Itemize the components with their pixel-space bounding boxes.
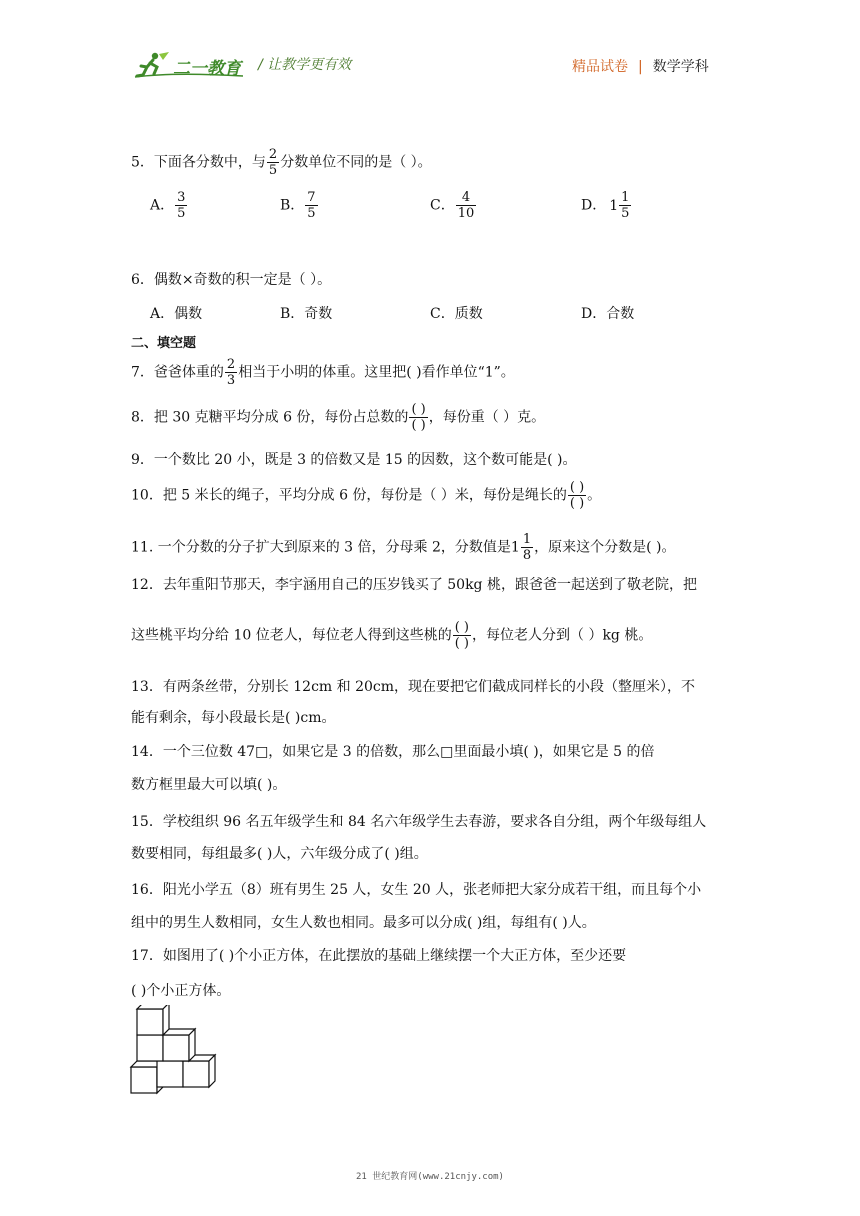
question-16-line-2: 组中的男生人数相同，女生人数也相同。最多可以分成( )组，每组有( )人。 (131, 915, 596, 931)
denominator: 5 (621, 206, 630, 221)
denominator: 5 (307, 206, 316, 221)
question-14-line-1: 14．一个三位数 47□，如果它是 3 的倍数，那么□里面最小填( )，如果它是 5 的倍 (131, 744, 655, 760)
numerator: 4 (456, 190, 477, 206)
q11-text-pre: 11. 一个分数的分子扩大到原来的 3 倍，分母乘 2，分数值是 (131, 539, 511, 556)
question-15-line-1: 15．学校组织 96 名五年级学生和 84 名六年级学生去春游，要求各自分组，两个年级每组人 (131, 814, 707, 830)
denominator-blank[interactable]: ( ) (569, 496, 585, 511)
question-6: 6．偶数×奇数的积一定是（ ）。 (131, 272, 332, 288)
question-13-line-1: 13．有两条丝带，分别长 12cm 和 20cm，现在要把它们截成同样长的小段（整厘米），不 (131, 679, 696, 695)
whole-number: 1 (510, 539, 520, 556)
question-8 (131, 402, 545, 433)
q5-option-b[interactable] (280, 190, 319, 221)
logo-text: 二一教育 (173, 59, 241, 79)
tag-subject: 数学学科 (652, 59, 709, 75)
q10-text-post: 。 (587, 487, 602, 504)
whole-number: 1 (609, 197, 619, 214)
numerator: 1 (621, 190, 630, 205)
denominator: 5 (177, 206, 186, 221)
fraction (175, 190, 187, 221)
fraction-blank[interactable] (568, 480, 586, 511)
q6-option-c[interactable]: C．质数 (430, 306, 483, 322)
numerator: 1 (522, 532, 532, 547)
option-label: A． (150, 197, 175, 214)
q5-option-d[interactable] (581, 190, 632, 221)
q12-text-pre: 这些桃平均分给 10 位老人，每位老人得到这些桃的 (131, 627, 452, 644)
denominator-blank[interactable]: ( ) (454, 636, 469, 651)
q7-text-pre: 7．爸爸体重的 (131, 364, 224, 381)
q8-text-pre: 8．把 30 克糖平均分成 6 份，每份占总数的 (131, 409, 409, 426)
question-13-line-2: 能有剩余，每小段最长是( )cm。 (131, 710, 336, 726)
q12-text-post: ，每位老人分到（ ）kg 桃。 (472, 627, 653, 644)
fraction (225, 357, 237, 388)
option-label: C． (430, 197, 455, 214)
q8-text-post: ，每份重（ ）克。 (428, 409, 546, 426)
numerator-blank[interactable]: ( ) (454, 620, 469, 635)
question-9: 9．一个数比 20 小，既是 3 的倍数又是 15 的因数，这个数可能是( )。 (131, 452, 577, 468)
header-divider: | (638, 59, 643, 75)
question-17-line-1: 17．如图用了( )个小正方体，在此摆放的基础上继续摆一个大正方体，至少还要 (131, 948, 627, 964)
question-5 (131, 147, 432, 178)
numerator: 2 (268, 147, 278, 162)
numerator-blank[interactable]: ( ) (411, 402, 426, 417)
numerator: 2 (226, 357, 236, 372)
fraction (619, 190, 631, 221)
fraction-blank[interactable] (409, 402, 427, 433)
slogan: / 让教学更有效 (258, 57, 352, 73)
q11-text-post: ，原来这个分数是( )。 (534, 539, 676, 556)
option-label: B． (280, 197, 305, 214)
q6-option-a[interactable]: A．偶数 (150, 306, 203, 322)
q6-option-b[interactable]: B．奇数 (280, 306, 333, 322)
question-10 (131, 480, 601, 511)
denominator: 3 (226, 373, 236, 388)
q5-option-c[interactable] (430, 190, 477, 221)
page-footer: 21 世纪教育网(www.21cnjy.com) (356, 1172, 504, 1182)
numerator: 3 (177, 190, 186, 205)
fraction (521, 532, 533, 563)
brand-logo (133, 50, 253, 80)
section-title-fill-in: 二、填空题 (131, 336, 197, 351)
q5-text-post: 分数单位不同的是（ ）。 (280, 154, 432, 171)
q6-option-d[interactable]: D．合数 (581, 306, 635, 322)
denominator: 10 (457, 206, 475, 221)
question-16-line-1: 16．阳光小学五（8）班有男生 25 人，女生 20 人，张老师把大家分成若干组，而且每个小 (131, 882, 702, 898)
question-7 (131, 357, 515, 388)
question-12-line-2 (131, 620, 652, 651)
fraction-blank[interactable] (453, 620, 471, 651)
numerator: 7 (307, 190, 316, 205)
question-15-line-2: 数要相同，每组最多( )人，六年级分成了( )组。 (131, 846, 428, 862)
q10-text-pre: 10．把 5 米长的绳子，平均分成 6 份，每份是（ ）米，每份是绳长的 (131, 487, 567, 504)
q5-text-pre: 5．下面各分数中，与 (131, 154, 266, 171)
option-label: D． (581, 197, 607, 214)
question-12-line-1: 12．去年重阳节那天，李宇涵用自己的压岁钱买了 50kg 桃，跟爸爸一起送到了敬老院，把 (131, 577, 697, 593)
question-11 (131, 532, 675, 563)
header-tags (572, 56, 709, 76)
denominator-blank[interactable]: ( ) (411, 418, 426, 433)
denominator: 8 (522, 548, 532, 563)
cubes-figure (128, 1005, 228, 1097)
tag-premium-paper: 精品试卷 (572, 59, 628, 75)
question-17-line-2: ( )个小正方体。 (131, 983, 231, 999)
denominator: 5 (268, 163, 278, 178)
fraction (305, 190, 317, 221)
question-14-line-2: 数方框里最大可以填( )。 (131, 777, 287, 793)
fraction (267, 147, 279, 178)
numerator-blank[interactable]: ( ) (569, 480, 585, 495)
q7-text-post: 相当于小明的体重。这里把( )看作单位“1”。 (238, 364, 515, 381)
q5-option-a[interactable] (150, 190, 188, 221)
fraction (456, 190, 477, 221)
